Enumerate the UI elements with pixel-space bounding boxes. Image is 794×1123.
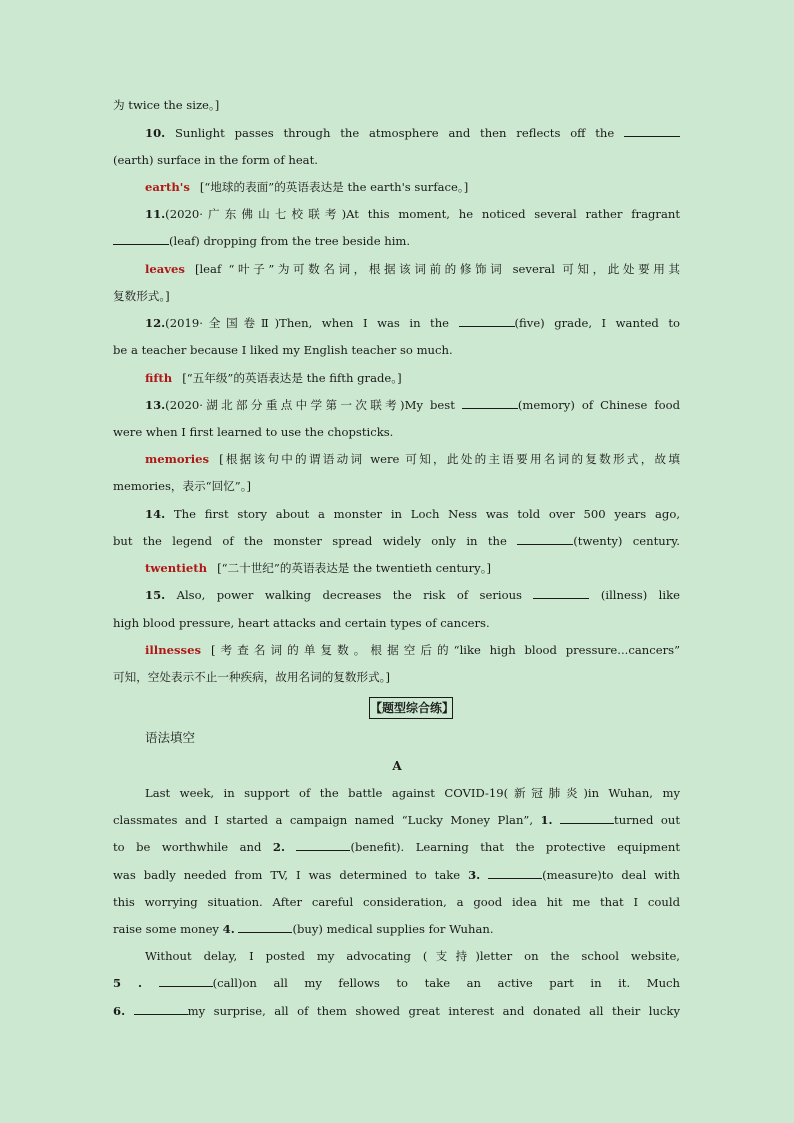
passage-line: was badly needed from TV, I was determined to take 3. (measure)to deal with: [113, 868, 681, 882]
question-13-cont: were when I first learned to use the chopsticks.: [113, 425, 394, 439]
answer-blank: [113, 233, 169, 245]
answer-blank: [517, 533, 573, 545]
answer-13: memories [根据该句中的谓语动词 were 可知，此处的主语要用名词的复数形式，故填: [145, 452, 680, 466]
answer-blank: [624, 125, 680, 137]
answer-11-cont: 复数形式。]: [113, 289, 170, 303]
answer-blank: [159, 975, 213, 987]
section-title-box: 【题型综合练】: [369, 697, 453, 719]
answer-14: twentieth [“二十世纪”的英语表达是 the twentieth century。]: [145, 561, 492, 575]
question-11-cont: (leaf) dropping from the tree beside him.: [113, 233, 680, 249]
passage-line: to be worthwhile and 2. (benefit). Learning that the protective equipment: [113, 840, 680, 854]
question-14: 14. The first story about a monster in Loch Ness was told over 500 years ago,: [145, 507, 680, 521]
passage-line: raise some money 4. (buy) medical supplies for Wuhan.: [113, 922, 494, 936]
question-15: 15. Also, power walking decreases the risk of serious (illness) like: [145, 588, 680, 602]
answer-15: illnesses [考查名词的单复数。根据空后的“like high blood pressure...cancers”: [145, 643, 680, 657]
question-12: 12.(2019·全国卷Ⅱ)Then, when I was in the (five) grade, I wanted to: [145, 316, 680, 330]
answer-blank: [488, 867, 542, 879]
passage-line: this worrying situation. After careful consideration, a good idea hit me that I could: [113, 895, 680, 909]
answer-15-cont: 可知，空处表示不止一种疾病，故用名词的复数形式。]: [113, 670, 390, 684]
answer-13-cont: memories，表示“回忆”。]: [113, 479, 252, 493]
passage-line: 5 . (call)on all my fellows to take an active part in it. Much: [113, 976, 681, 990]
passage-line: classmates and I started a campaign named “Lucky Money Plan”, 1. turned out: [113, 813, 680, 827]
answer-blank: [296, 839, 350, 851]
question-14-cont: but the legend of the monster spread widely only in the (twenty) century.: [113, 534, 680, 548]
section-subtitle: 语法填空: [145, 730, 196, 745]
question-12-cont: be a teacher because I liked my English teacher so much.: [113, 343, 453, 357]
answer-10: earth's [“地球的表面”的英语表达是 the earth's surface。]: [145, 180, 469, 194]
answer-12: fifth [“五年级”的英语表达是 the fifth grade。]: [145, 371, 402, 385]
question-10: 10. Sunlight passes through the atmosphere and then reflects off the: [145, 125, 680, 141]
passage-line: 6. my surprise, all of them showed great interest and donated all their lucky: [113, 1004, 681, 1018]
answer-blank: [238, 921, 292, 933]
answer-11: leaves [leaf “叶子”为可数名词，根据该词前的修饰词 several 可知，此处要用其: [145, 262, 680, 276]
text-line: 为 twice the size。]: [113, 98, 220, 112]
question-15-cont: high blood pressure, heart attacks and certain types of cancers.: [113, 616, 490, 630]
question-10-cont: (earth) surface in the form of heat.: [113, 153, 318, 167]
answer-blank: [560, 812, 614, 824]
passage-line: Without delay, I posted my advocating (支持)letter on the school website,: [145, 949, 680, 963]
answer-blank: [459, 315, 515, 327]
answer-blank: [134, 1003, 188, 1015]
answer-blank: [533, 587, 589, 599]
passage-letter: A: [392, 759, 402, 773]
question-11: 11.(2020·广东佛山七校联考)At this moment, he noticed several rather fragrant: [145, 207, 680, 221]
answer-blank: [462, 397, 518, 409]
passage-line: Last week, in support of the battle against COVID-19(新冠肺炎)in Wuhan, my: [145, 786, 680, 800]
question-13: 13.(2020·湖北部分重点中学第一次联考)My best (memory) of Chinese food: [145, 398, 680, 412]
